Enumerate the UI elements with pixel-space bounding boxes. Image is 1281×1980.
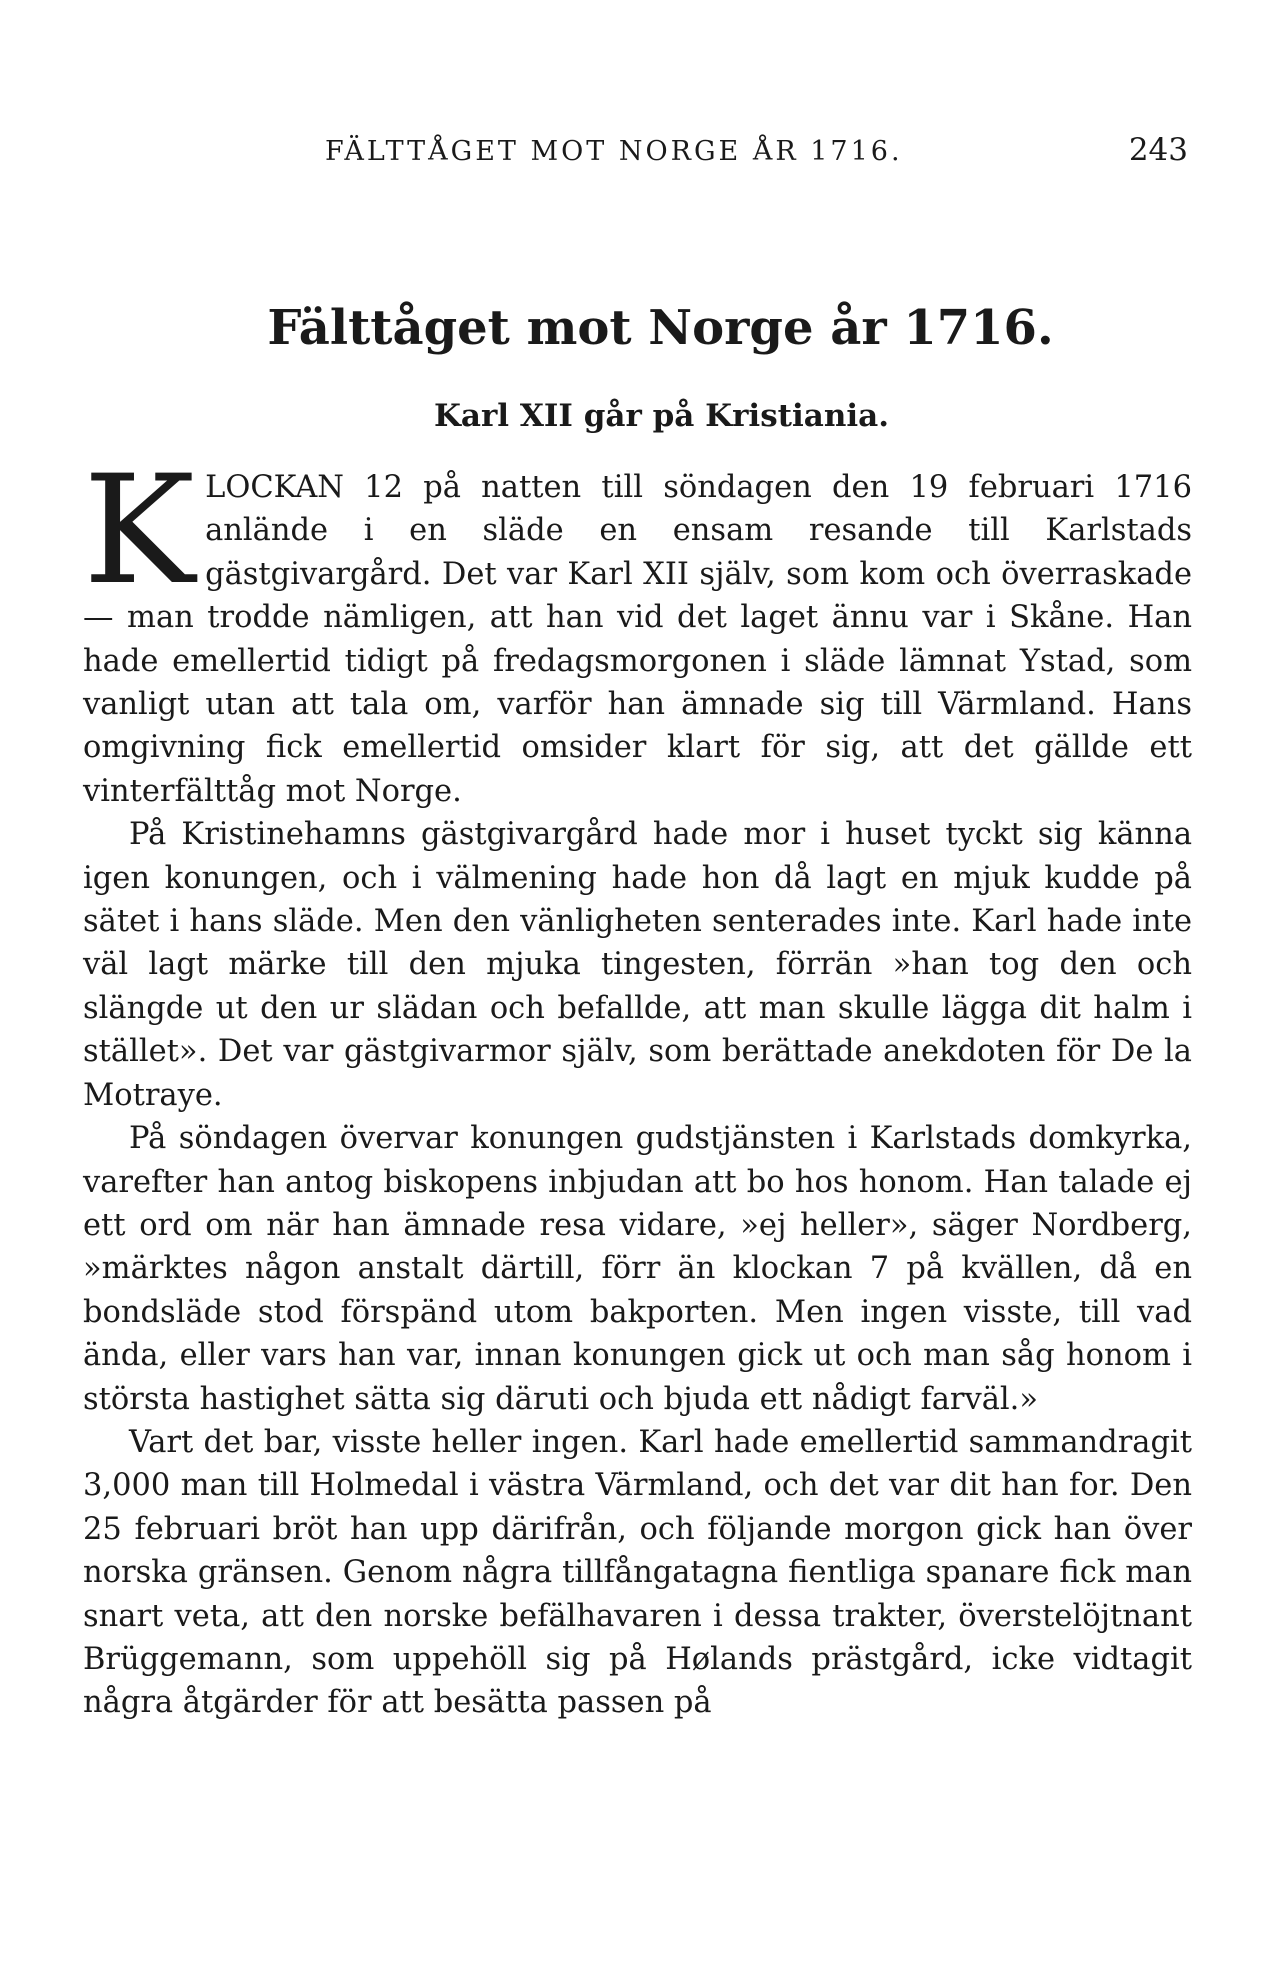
paragraph-4: Vart det bar, visste heller ingen. Karl hade emellertid sammandragit 3,000 man till Holmedal i västra Värmland, och det var dit han for. Den 25 februari bröt han upp därifrån, och följande morgon gick han över norska gränsen. Genom några tillfångatagna fientliga spanare fick man snart veta, att den norske befälhavaren i dessa trakter, överstelöjtnant Brüggemann, som uppehöll sig på Hølands prästgård, icke vidtagit några åtgärder för att besätta passen på bbox=[83, 1424, 1192, 1721]
running-head: FÄLTTÅGET MOT NORGE ÅR 1716. bbox=[325, 136, 903, 167]
chapter-subtitle: Karl XII går på Kristiania. bbox=[433, 398, 890, 434]
paragraph-1-text: LOCKAN 12 på natten till söndagen den 19 februari 1716 anlände i en släde en ensam resande till Karlstads gästgivargård. Det var Karl XII själv, som kom och överraskade — man trodde nämligen, att han vid det laget ännu var i Skåne. Han hade emellertid tidigt på fredagsmorgonen i släde lämnat Ystad, som vanligt utan att tala om, varför han ämnade sig till Värmland. Hans omgivning fick emellertid omsider klart för sig, att det gällde ett vinterfälttåg mot Norge. bbox=[83, 470, 1192, 809]
drop-cap: K bbox=[83, 444, 196, 618]
chapter-title: Fälttåget mot Norge år 1716. bbox=[267, 300, 1054, 356]
paragraph-3: På söndagen övervar konungen gudstjänsten i Karlstads domkyrka, varefter han antog biskopens inbjudan att bo hos honom. Han talade ej ett ord om när han ämnade resa vidare, »ej heller», säger Nordberg, »märktes någon anstalt därtill, förr än klockan 7 på kvällen, då en bondsläde stod förspänd utom bakporten. Men ingen visste, till vad ända, eller vars han var, innan konungen gick ut och man såg honom i största hastighet sätta sig däruti och bjuda ett nådigt farväl.» bbox=[83, 1121, 1192, 1417]
paragraph-1 bbox=[83, 444, 1192, 813]
paragraph-2: På Kristinehamns gästgivargård hade mor i huset tyckt sig känna igen konungen, och i välmening hade hon då lagt en mjuk kudde på sätet i hans släde. Men den vänligheten senterades inte. Karl hade inte väl lagt märke till den mjuka tingesten, förrän »han tog den och slängde ut den ur slädan och befallde, att man skulle lägga dit halm i stället». Det var gästgivarmor själv, som berättade anekdoten för De la Motraye. bbox=[83, 817, 1192, 1113]
page-number: 243 bbox=[1128, 132, 1188, 168]
body-text bbox=[83, 444, 1192, 1725]
